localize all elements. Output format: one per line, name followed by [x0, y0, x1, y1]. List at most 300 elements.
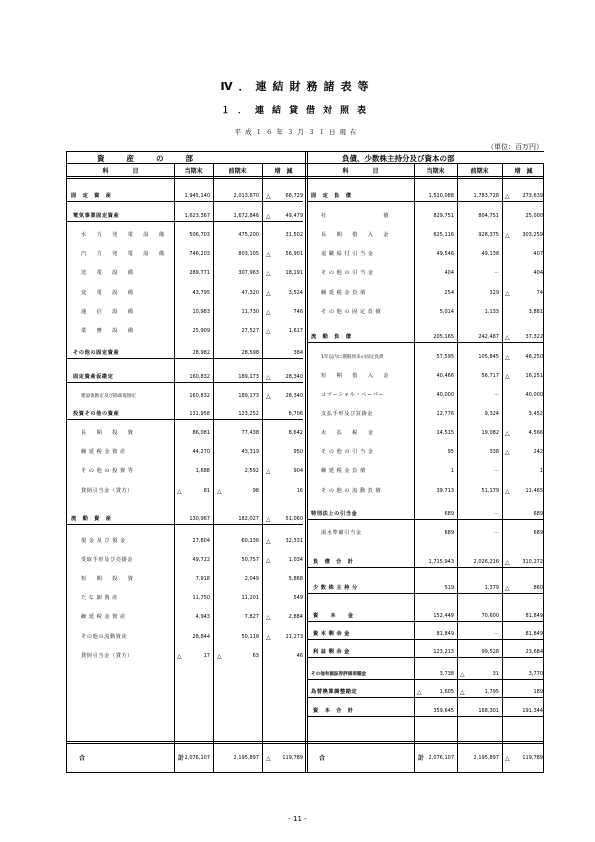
row-change-value: 56,901 — [285, 251, 303, 257]
row-change-value: 31,502 — [285, 232, 303, 238]
liability-row — [67, 529, 545, 538]
assets-total-label: 合 計 — [79, 755, 185, 762]
liability-row — [67, 231, 545, 240]
row-previous-value: 77,438 — [241, 430, 259, 436]
row-change-value: 37,322 — [525, 334, 543, 340]
liabilities-total-current: 2,076,107 — [428, 755, 454, 761]
row-label: 1年以内に期限到来の固定負債 — [321, 355, 384, 360]
row-change-value: 68,729 — [285, 193, 303, 199]
row-change-value: 1,617 — [288, 328, 303, 334]
row-previous-value: 50,757 — [241, 557, 259, 563]
row-current-value: 7,918 — [195, 576, 210, 582]
row-current-value: 27,804 — [192, 538, 210, 544]
row-label: 業 務 設 備 — [81, 328, 136, 334]
row-label: 繰延税金負債 — [321, 290, 368, 296]
liability-row — [67, 429, 545, 438]
negative-mark: △ — [460, 671, 465, 678]
row-current-value: 152,449 — [433, 613, 454, 619]
negative-mark: △ — [266, 634, 271, 641]
left-change-header: 増 減 — [274, 168, 293, 175]
row-change-value: 3,770 — [528, 671, 543, 677]
row-previous-value: 1,379 — [484, 585, 499, 591]
row-label: 受取手形及び売掛金 — [81, 557, 134, 563]
liabilities-total-previous: 2,195,897 — [473, 755, 499, 761]
liability-row — [67, 487, 545, 496]
row-current-value: 205,165 — [433, 334, 454, 340]
row-label: その他有価証券評価差額金 — [311, 672, 367, 677]
negative-mark: △ — [505, 559, 510, 566]
section-rule — [67, 382, 303, 383]
liabilities-total-neg-mark: △ — [505, 755, 510, 762]
row-change-value: 16 — [296, 488, 303, 494]
liability-row — [67, 250, 545, 259]
row-current-value: 25,909 — [192, 328, 210, 334]
row-previous-value: 804,751 — [478, 213, 499, 219]
row-label: 特別法上の引当金 — [311, 511, 358, 517]
row-change-value: 81,849 — [525, 631, 543, 637]
row-previous-value: 2,592 — [244, 468, 259, 474]
assets-total-previous: 2,195,897 — [233, 755, 259, 761]
row-current-value: 289,771 — [189, 270, 210, 276]
row-change-value: 28,340 — [285, 374, 303, 380]
negative-mark: △ — [505, 232, 510, 239]
liability-row — [67, 410, 545, 419]
section-rule — [307, 716, 544, 717]
section-rule — [307, 593, 544, 594]
liability-row — [67, 192, 545, 201]
row-previous-value: 189,173 — [238, 374, 259, 380]
row-current-value: 130,967 — [189, 516, 210, 522]
row-current-value: 519 — [444, 585, 454, 591]
row-label: 資 本 合 計 — [313, 708, 354, 714]
row-change-value: 689 — [533, 511, 543, 517]
row-previous-value: 242,487 — [478, 334, 499, 340]
row-current-value: 57,595 — [436, 354, 454, 360]
row-change-value: 40,000 — [525, 392, 543, 398]
row-current-value: 829,751 — [433, 213, 454, 219]
negative-mark: △ — [505, 193, 510, 200]
liabilities-total-change: 119,789 — [522, 755, 543, 761]
right-change-header: 増 減 — [514, 168, 533, 175]
row-label: 建設仮勘定及び除却仮勘定 — [81, 394, 137, 399]
row-change-value: 3,524 — [288, 290, 303, 296]
section-rule — [67, 524, 303, 525]
negative-mark: △ — [505, 373, 510, 380]
row-label: 繰延税金資産 — [81, 449, 128, 455]
row-label: 現金及び預金 — [81, 538, 128, 544]
row-previous-value: 307,963 — [238, 270, 259, 276]
section-rule — [307, 567, 544, 568]
row-label: 未 払 税 金 — [321, 430, 376, 436]
row-label: その他の流動負債 — [321, 488, 384, 494]
row-label: その他の投資等 — [81, 468, 136, 474]
left-previous-header: 前期末 — [228, 168, 247, 175]
row-change-value: 904 — [293, 468, 303, 474]
section-rule — [307, 679, 544, 680]
row-previous-value: 56,717 — [481, 373, 499, 379]
row-current-value: 625,116 — [433, 232, 454, 238]
negative-mark: △ — [266, 614, 271, 621]
negative-mark: △ — [217, 488, 222, 495]
negative-mark: △ — [505, 354, 510, 361]
row-current-value: 44,270 — [192, 449, 210, 455]
liability-row — [67, 353, 545, 362]
liability-row — [67, 448, 545, 457]
document-title: Ⅳ．連結財務諸表等 — [220, 80, 375, 93]
row-label: その他の固定資産 — [73, 350, 120, 356]
negative-mark: △ — [460, 689, 465, 696]
row-label: コマーシャル・ペーパー — [321, 392, 385, 398]
row-current-value: 11,750 — [192, 595, 210, 601]
negative-mark: △ — [266, 374, 271, 381]
row-change-value: 1,034 — [288, 557, 303, 563]
row-previous-value: 182,027 — [238, 516, 259, 522]
row-change-value: 49,479 — [285, 213, 303, 219]
row-current-value: 95 — [447, 449, 454, 455]
negative-mark: △ — [266, 193, 271, 200]
row-change-value: 5,868 — [288, 576, 303, 582]
row-previous-value: 7,827 — [244, 614, 259, 620]
row-previous-value: 189,173 — [238, 393, 259, 399]
right-current-header: 当期末 — [426, 168, 445, 175]
row-current-value: 5,014 — [439, 309, 454, 315]
row-change-value: 21,273 — [285, 634, 303, 640]
row-change-value: 2,884 — [288, 614, 303, 620]
section-rule — [307, 697, 544, 698]
row-label: その他の固定負債 — [321, 309, 384, 315]
page-number: - 11 - — [288, 815, 307, 823]
row-change-value: 189 — [533, 689, 543, 695]
row-label: 短 期 借 入 金 — [321, 373, 392, 379]
row-change-value: 689 — [533, 530, 543, 536]
row-current-value: 86,081 — [192, 430, 210, 436]
row-previous-value: 43,319 — [241, 449, 259, 455]
row-label: 支払手形及び買掛金 — [321, 411, 374, 417]
row-current-value: 160,832 — [189, 393, 210, 399]
liability-row — [67, 372, 545, 381]
row-label: たな卸資産 — [81, 595, 120, 601]
row-change-value: 32,331 — [285, 538, 303, 544]
row-label: 固 定 資 産 — [71, 193, 112, 199]
row-previous-value: 338 — [489, 449, 499, 455]
row-change-value: 16,251 — [525, 373, 543, 379]
row-label: 貸倒引当金（貸方） — [81, 653, 134, 659]
negative-mark: △ — [266, 468, 271, 475]
row-previous-value: 31 — [492, 671, 499, 677]
row-label: 短 期 投 資 — [81, 576, 136, 582]
row-previous-value: 105,845 — [478, 354, 499, 360]
row-current-value: 359,645 — [433, 708, 454, 714]
row-label: 長 期 投 資 — [81, 430, 136, 436]
left-item-header: 科 目 — [102, 168, 139, 175]
row-label: その他の流動資産 — [81, 634, 128, 640]
row-label: 資本剰余金 — [313, 631, 352, 637]
asset-row — [67, 575, 545, 584]
row-current-value: 81 — [203, 488, 210, 494]
row-label: 社 債 — [321, 213, 392, 219]
row-current-value: 4,943 — [195, 614, 210, 620]
section-rule — [307, 621, 544, 622]
row-change-value: 18,191 — [285, 270, 303, 276]
total-row — [67, 754, 545, 763]
row-previous-value: 47,320 — [241, 290, 259, 296]
row-change-value: 3,452 — [528, 411, 543, 417]
negative-mark: △ — [266, 328, 271, 335]
negative-mark: △ — [266, 557, 271, 564]
row-current-value: 28,844 — [192, 634, 210, 640]
row-previous-value: 11,730 — [241, 309, 259, 315]
negative-mark: △ — [505, 290, 510, 297]
liability-row — [67, 269, 545, 278]
row-current-value: 40,466 — [436, 373, 454, 379]
negative-mark: △ — [177, 488, 182, 495]
section-rule — [307, 657, 544, 658]
row-change-value: 310,272 — [522, 559, 543, 565]
liability-row — [67, 584, 545, 593]
row-change-value: 1 — [539, 468, 543, 474]
row-current-value: 81,849 — [436, 631, 454, 637]
row-current-value: 1 — [450, 468, 454, 474]
asset-row — [67, 537, 545, 546]
row-label: 固 定 負 債 — [311, 193, 352, 199]
row-label: 変 電 設 備 — [81, 290, 136, 296]
row-label: 長 期 借 入 金 — [321, 232, 392, 238]
row-current-value: 746,203 — [189, 251, 210, 257]
section-rule — [67, 419, 303, 420]
row-change-value: 404 — [533, 270, 543, 276]
negative-mark: △ — [505, 488, 510, 495]
section-rule — [307, 342, 544, 343]
row-change-value: 8,642 — [288, 430, 303, 436]
liability-row — [67, 391, 545, 400]
row-current-value: 1,945,140 — [184, 193, 210, 199]
row-previous-value: 803,105 — [238, 251, 259, 257]
liability-row — [67, 707, 545, 716]
row-previous-value: 9,324 — [484, 411, 499, 417]
row-label: その他の引当金 — [321, 270, 376, 276]
liability-row — [67, 630, 545, 639]
liability-row — [67, 467, 545, 476]
unit-label: （単位：百万円） — [487, 143, 543, 151]
row-label: その他の引当金 — [321, 449, 376, 455]
row-previous-value: 168,301 — [478, 708, 499, 714]
row-label: 汽 力 発 電 設 備 — [81, 251, 167, 257]
row-previous-value: － — [493, 511, 499, 517]
row-previous-value: 27,527 — [241, 328, 259, 334]
row-previous-value: 1,672,846 — [233, 213, 259, 219]
row-change-value: 303,259 — [522, 232, 543, 238]
balance-sheet-table — [66, 151, 544, 773]
section-rule — [307, 639, 544, 640]
liability-row — [67, 212, 545, 221]
negative-mark: △ — [177, 653, 182, 660]
row-current-value: 404 — [444, 270, 454, 276]
row-label: 流 動 資 産 — [71, 516, 112, 522]
row-previous-value: 2,049 — [244, 576, 259, 582]
row-label: 利益剰余金 — [313, 649, 352, 655]
row-change-value: 23,684 — [525, 649, 543, 655]
row-previous-value: 1,795 — [484, 689, 499, 695]
row-previous-value: － — [493, 631, 499, 637]
row-change-value: 25,000 — [525, 213, 543, 219]
row-label: 繰延税金資産 — [81, 614, 128, 620]
row-label: 水 力 発 電 設 備 — [81, 232, 167, 238]
liability-row — [67, 308, 545, 317]
row-current-value: 49,546 — [436, 251, 454, 257]
row-current-value: 689 — [444, 511, 454, 517]
row-current-value: 254 — [444, 290, 454, 296]
negative-mark: △ — [266, 213, 271, 220]
liability-row — [67, 333, 545, 342]
negative-mark: △ — [266, 290, 271, 297]
left-current-header: 当期末 — [184, 168, 203, 175]
liability-row — [67, 558, 545, 567]
row-previous-value: 50,118 — [241, 634, 259, 640]
row-previous-value: － — [493, 468, 499, 474]
row-label: 渇水準備引当金 — [321, 530, 362, 536]
row-current-value: 1,715,943 — [428, 559, 454, 565]
negative-mark: △ — [266, 538, 271, 545]
row-previous-value: 60,136 — [241, 538, 259, 544]
row-current-value: 1,605 — [439, 689, 454, 695]
negative-mark: △ — [417, 689, 422, 696]
liability-row — [67, 670, 545, 679]
liabilities-header: 負債、少数株主持分及び資本の部 — [342, 154, 455, 163]
row-change-value: 950 — [293, 449, 303, 455]
row-previous-value: 11,201 — [241, 595, 259, 601]
row-label: 資 本 金 — [313, 613, 354, 619]
row-previous-value: 63 — [252, 653, 259, 659]
row-current-value: 12,776 — [436, 411, 454, 417]
row-previous-value: 928,375 — [478, 232, 499, 238]
liability-row — [67, 648, 545, 657]
row-current-value: 10,983 — [192, 309, 210, 315]
negative-mark: △ — [505, 585, 510, 592]
row-label: 貸倒引当金（貸方） — [81, 488, 134, 494]
row-change-value: 8,706 — [288, 411, 303, 417]
row-current-value: 160,832 — [189, 374, 210, 380]
row-previous-value: 1,133 — [484, 309, 499, 315]
row-label: 繰延税金負債 — [321, 468, 368, 474]
row-current-value: 1,623,367 — [184, 213, 210, 219]
row-change-value: 384 — [293, 350, 303, 356]
row-previous-value: 475,200 — [238, 232, 259, 238]
row-current-value: 131,958 — [189, 411, 210, 417]
row-change-value: 3,881 — [528, 309, 543, 315]
negative-mark: △ — [266, 270, 271, 277]
row-label: 流 動 負 債 — [311, 334, 352, 340]
statement-title: １．連結貸借対照表 — [220, 106, 374, 116]
row-label: 投資その他の資産 — [73, 411, 120, 417]
row-label: 送 電 設 備 — [81, 270, 136, 276]
row-previous-value: 51,179 — [481, 488, 499, 494]
row-change-value: 4,566 — [528, 430, 543, 436]
row-previous-value: 19,082 — [481, 430, 499, 436]
row-previous-value: 99,528 — [481, 649, 499, 655]
assets-header: 資産の部 — [97, 154, 215, 163]
row-label: 為替換算調整勘定 — [311, 689, 358, 695]
row-current-value: 28,982 — [192, 350, 210, 356]
negative-mark: △ — [505, 334, 510, 341]
negative-mark: △ — [217, 653, 222, 660]
row-current-value: 3,738 — [439, 671, 454, 677]
row-label: 少数株主持分 — [313, 585, 360, 591]
row-current-value: 17 — [203, 653, 210, 659]
row-change-value: 46 — [296, 653, 303, 659]
row-current-value: 40,000 — [436, 392, 454, 398]
row-change-value: 549 — [293, 595, 303, 601]
liability-row — [67, 510, 545, 519]
row-previous-value: 28,598 — [241, 350, 259, 356]
negative-mark: △ — [266, 309, 271, 316]
row-previous-value: － — [493, 270, 499, 276]
right-previous-header: 前期末 — [470, 168, 489, 175]
section-rule — [307, 519, 544, 520]
row-previous-value: 2,013,870 — [233, 193, 259, 199]
right-item-header: 科 目 — [342, 168, 379, 175]
row-label: 固定資産仮勘定 — [73, 374, 114, 380]
row-current-value: 123,213 — [433, 649, 454, 655]
liabilities-total-label: 合 計 — [319, 755, 425, 762]
row-previous-value: 49,138 — [481, 251, 499, 257]
row-change-value: 273,639 — [522, 193, 543, 199]
row-previous-value: － — [493, 392, 499, 398]
row-current-value: 49,722 — [192, 557, 210, 563]
negative-mark: △ — [266, 393, 271, 400]
negative-mark: △ — [505, 430, 510, 437]
row-change-value: 11,465 — [525, 488, 543, 494]
assets-total-current: 2,076,107 — [184, 755, 210, 761]
row-current-value: 43,795 — [192, 290, 210, 296]
assets-total-neg-mark: △ — [266, 755, 271, 762]
row-change-value: 746 — [293, 309, 303, 315]
row-previous-value: 98 — [252, 488, 259, 494]
row-previous-value: 329 — [489, 290, 499, 296]
row-previous-value: 123,252 — [238, 411, 259, 417]
row-current-value: 39,713 — [436, 488, 454, 494]
negative-mark: △ — [505, 449, 510, 456]
row-change-value: 191,344 — [522, 708, 543, 714]
row-label: 通 信 設 備 — [81, 309, 136, 315]
row-current-value: 689 — [444, 530, 454, 536]
negative-mark: △ — [266, 251, 271, 258]
row-change-value: 242 — [533, 449, 543, 455]
row-change-value: 81,849 — [525, 613, 543, 619]
row-change-value: 48,250 — [525, 354, 543, 360]
asset-row — [67, 594, 545, 603]
row-current-value: 14,515 — [436, 430, 454, 436]
row-previous-value: 1,783,728 — [473, 193, 499, 199]
row-change-value: 28,340 — [285, 393, 303, 399]
row-label: 退職給付引当金 — [321, 251, 376, 257]
row-previous-value: － — [493, 530, 499, 536]
row-current-value: 1,510,088 — [428, 193, 454, 199]
liability-row — [67, 289, 545, 298]
row-current-value: 1,688 — [195, 468, 210, 474]
row-previous-value: 70,600 — [481, 613, 499, 619]
liability-row — [67, 688, 545, 697]
row-change-value: 74 — [536, 290, 543, 296]
section-rule — [67, 201, 303, 202]
row-change-value: 860 — [533, 585, 543, 591]
as-of-date: 平成１６年３月３１日現在 — [234, 128, 361, 136]
liability-row — [67, 612, 545, 621]
row-change-value: 51,060 — [285, 516, 303, 522]
section-rule — [307, 201, 544, 202]
row-label: 電気事業固定資産 — [73, 213, 120, 219]
assets-total-change: 119,789 — [282, 755, 303, 761]
row-previous-value: 2,026,216 — [473, 559, 499, 565]
